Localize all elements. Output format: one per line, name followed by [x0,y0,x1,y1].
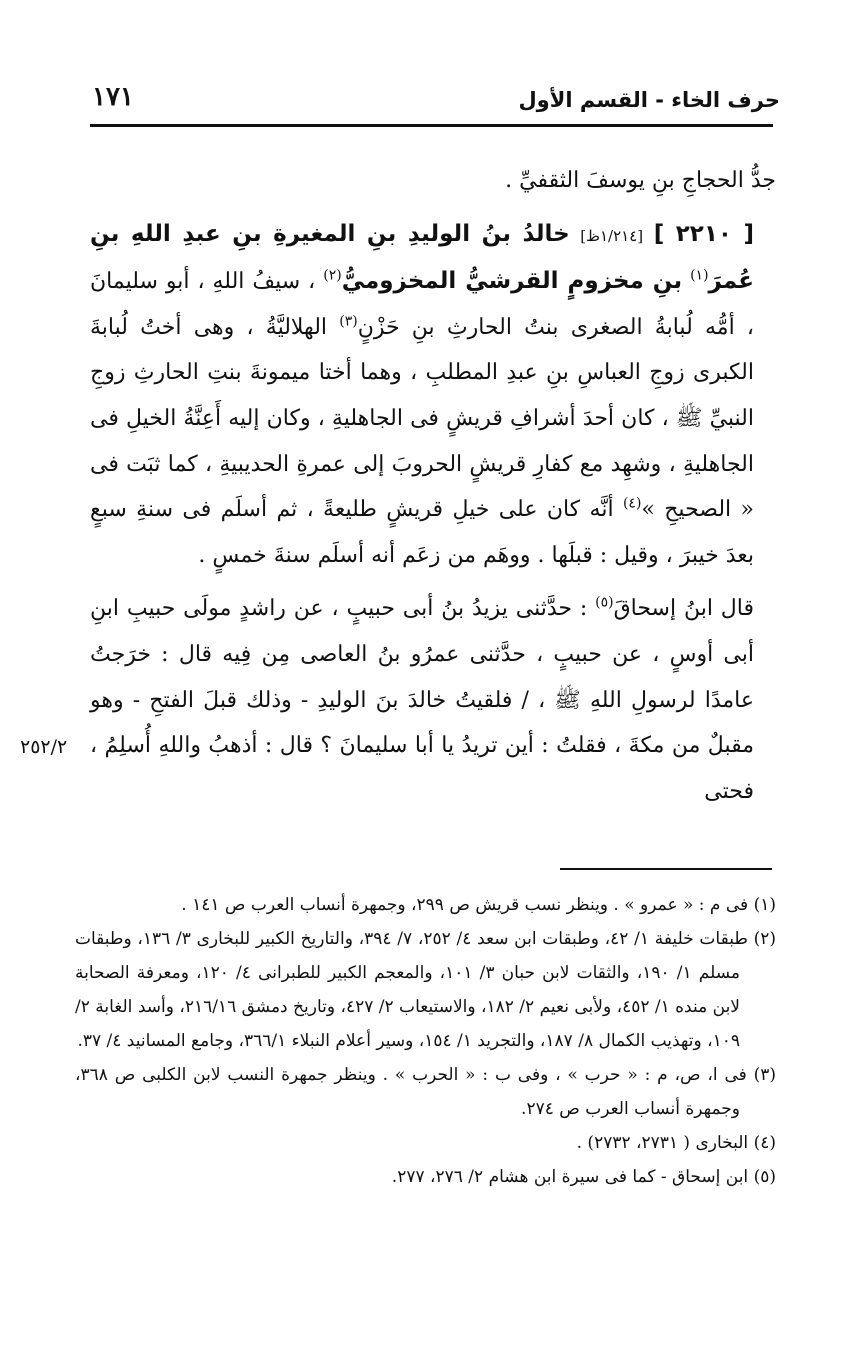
manuscript-ref: [١/٢١٤ظ] [580,226,644,245]
footnote-label: (٣) [753,1065,777,1085]
entry-number: [ ٢٢١٠ ] [653,220,754,247]
footnote-text: فى ا، ص، م : « حرب » ، وفى ب : « الحرب » . وينظر جمهرة النسب لابن الكلبى ص ٣٦٨، وجمهرة أنساب العرب ص ٢٧٤. [75,1065,747,1119]
continuation-paragraph: جدُّ الحجاجِ بنِ يوسفَ الثقفيِّ . [505,168,776,193]
entry-name: خالدُ بنُ الوليدِ بنِ المغيرةِ بنِ عبدِ اللهِ بنِ عُمرَ [90,220,754,295]
footnote-1 [75,888,776,922]
margin-page-ref: ٢٥٢/٢ [20,736,68,758]
footnote-text: ابن إسحاق - كما فى سيرة ابن هشام ٢/ ٢٧٦، ٢٧٧. [391,1167,749,1187]
footnote-label: (١) [753,895,776,915]
footnote-text: طبقات خليفة ١/ ٤٢، وطبقات ابن سعد ٤/ ٢٥٢، ٧/ ٣٩٤، والتاريخ الكبير للبخارى ٣/ ١٣٦، وطبقات مسلم ١/ ١٩٠، والثقات لابن حبان ٣/ ١٠١، والمعجم الكبير للطبرانى ٤/ ١٢٠، ومعرفة الصحابة لابن منده ١/ ٤٥٢، ولأبى نعيم ٢/ ١٨٢، والاستيعاب ٢/ ٤٢٧، وتاريخ دمشق ٢١٦/١٦، وأسد الغابة ٢/ ١٠٩، وتهذيب الكمال ٨/ ١٨٧، والتجريد ١/ ١٥٤، وسير أعلام النبلاء ٣٦٦/١، وجامع المسانيد ٤/ ٣٧. [75,929,748,1051]
entry-text-1: ، سيفُ اللهِ ، أبو سليمانَ ، أمُّه لُبابةُ الصغرى بنتُ الحارثِ بنِ حَزْنٍ [90,269,754,340]
footnote-text: فى م : « عمرو » . وينظر نسب قريش ص ٢٩٩، وجمهرة أنساب العرب ص ١٤١ . [181,895,749,915]
footnote-text: البخارى ( ٢٧٣١، ٢٧٣٢) . [576,1133,749,1153]
narration-text-1: قال ابنُ إسحاقَ [613,596,754,622]
footnotes [75,888,776,1194]
footnote-label: (٢) [753,929,777,949]
footnote-label: (٥) [753,1167,776,1187]
entry-text-2: الهلاليَّةُ ، وهى أختُ لُبابةَ الكبرى زوجِ العباسِ بنِ عبدِ المطلبِ ، وهما أختا ميمونةَ بنتِ الحارثِ زوجِ النبيِّ ﷺ ، كان أحدَ أشرافِ قريشٍ فى الجاهليةِ ، وكان إليه أَعِنَّةُ الخيلِ فى الجاهليةِ ، وشهِد مع كفارِ قريشٍ الحروبَ إلى عمرةِ الحديبيةِ ، كما ثبَت فى « الصحيحِ » [90,314,754,523]
footnote-marker-3[interactable]: (٣) [339,313,358,330]
main-text [90,158,776,814]
footnote-marker-4[interactable]: (٤) [622,495,642,512]
footnote-rule [560,868,772,870]
header-rule [90,124,773,127]
running-header: حرف الخاء - القسم الأول [518,88,780,112]
entry-text-3: أنَّه كان على خيلِ قريشٍ طليعةً ، ثم أسلَم فى سنةِ سبعٍ بعدَ خيبرَ ، وقيل : قبلَها . ووهَم من زعَم أنه أسلَم سنةَ خمسٍ . [90,497,754,568]
footnote-4 [75,1126,776,1160]
page-number: ١٧١ [92,82,134,112]
entry-paragraph [90,212,776,579]
entry-name-continued: بنِ مخزومٍ القرشيُّ المخزوميُّ [341,268,683,295]
footnote-5 [75,1160,776,1194]
narration-text-2: : حدَّثنى يزيدُ بنُ أبى حبيبٍ ، عن راشدٍ مولَى حبيبِ ابنِ أبى أوسٍ ، عن حبيبٍ ، حدَّثنى عمرُو بنُ العاصى مِن فِيه قال : خرَجتُ عامدًا لرسولِ اللهِ ﷺ ، / فلقيتُ خالدَ بنَ الوليدِ - وذلك قبلَ الفتحِ - وهو مقبلٌ من مكةَ ، فقلتُ : أين تريدُ يا أبا سليمانَ ؟ قال : أذهبُ واللهِ أُسلِمُ ، فحتى [90,596,754,804]
footnote-marker-5[interactable]: (٥) [595,595,614,612]
narration-paragraph [90,586,776,814]
footnote-marker-1[interactable]: (١) [690,267,709,284]
footnote-marker-2[interactable]: (٢) [323,267,342,284]
footnote-2 [75,922,776,1058]
footnote-label: (٤) [753,1133,776,1153]
footnote-3 [75,1058,776,1126]
